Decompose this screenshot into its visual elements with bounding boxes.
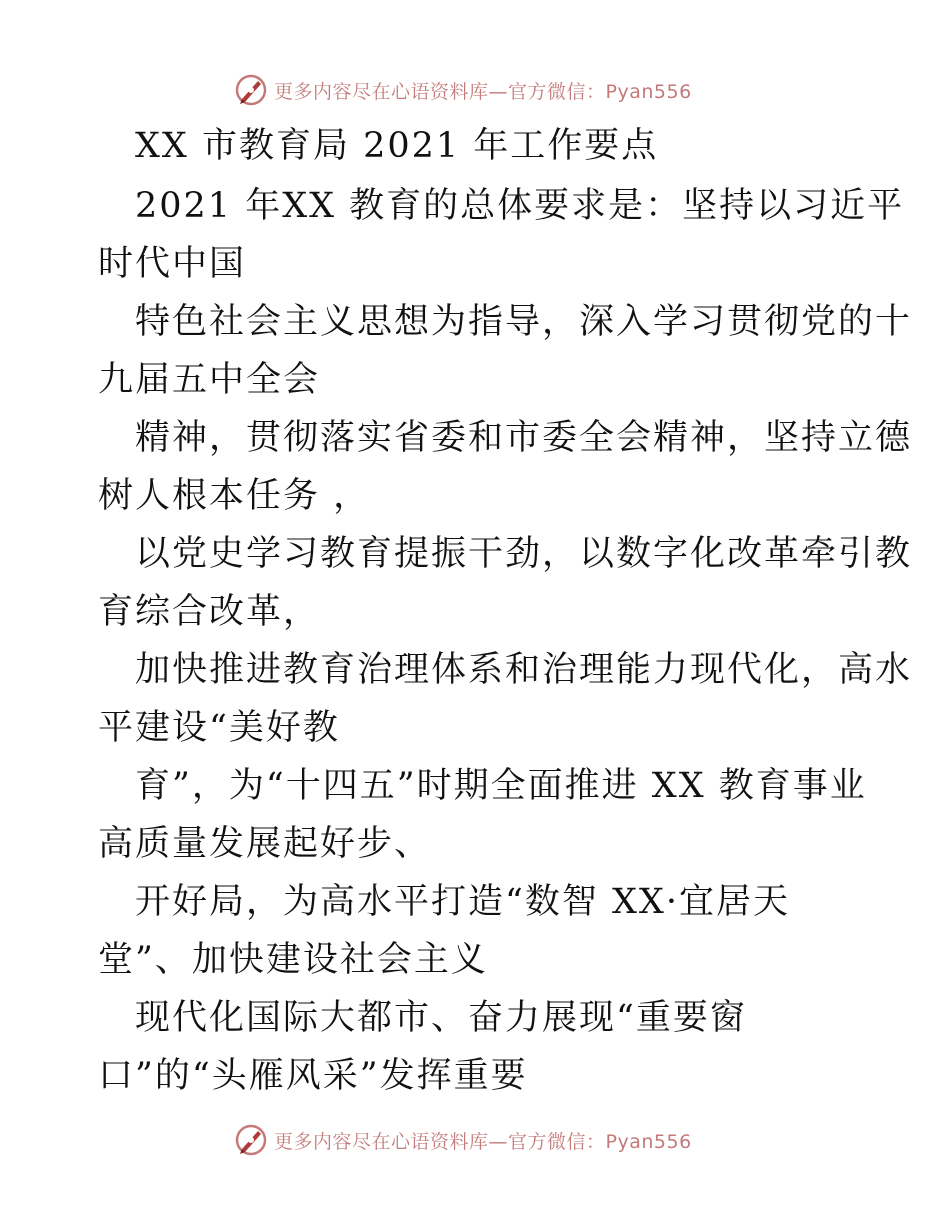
paragraph-line: 育”，为“十四五”时期全面推进 XX 教育事业	[135, 766, 867, 806]
pen-logo-icon	[234, 1123, 268, 1157]
paragraph-line: 堂”、加快建设社会主义	[98, 940, 488, 980]
paragraph-line: 高质量发展起好步、	[98, 824, 432, 864]
paragraph-line: 口”的“头雁风采”发挥重要	[98, 1056, 528, 1096]
document-title: XX 市教育局 2021 年工作要点	[135, 126, 659, 166]
paragraph-line: 以党史学习教育提振干劲，以数字化改革牵引教	[135, 534, 913, 574]
paragraph-line: 加快推进教育治理体系和治理能力现代化，高水	[135, 650, 913, 690]
paragraph-line: 平建设“美好教	[98, 708, 340, 748]
paragraph-line: 现代化国际大都市、奋力展现“重要窗	[135, 998, 747, 1038]
paragraph-line: 特色社会主义思想为指导，深入学习贯彻党的十	[135, 302, 913, 342]
paragraph-line: 2021 年XX 教育的总体要求是：坚持以习近平	[135, 186, 905, 226]
paragraph-line: 开好局，为高水平打造“数智 XX·宜居天	[135, 882, 790, 922]
watermark-text: 更多内容尽在心语资料库—官方微信：Pyan556	[274, 80, 692, 103]
paragraph-line: 育综合改革，	[98, 592, 321, 632]
pen-logo-icon	[234, 73, 268, 107]
paragraph-line: 树人根本任务 ，	[98, 476, 371, 516]
watermark-footer	[234, 1120, 692, 1160]
watermark-header	[234, 70, 692, 110]
paragraph-line: 九届五中全会	[98, 360, 321, 400]
paragraph-line: 时代中国	[98, 244, 247, 284]
watermark-text: 更多内容尽在心语资料库—官方微信：Pyan556	[274, 1130, 692, 1153]
paragraph-line: 精神，贯彻落实省委和市委全会精神，坚持立德	[135, 418, 913, 458]
